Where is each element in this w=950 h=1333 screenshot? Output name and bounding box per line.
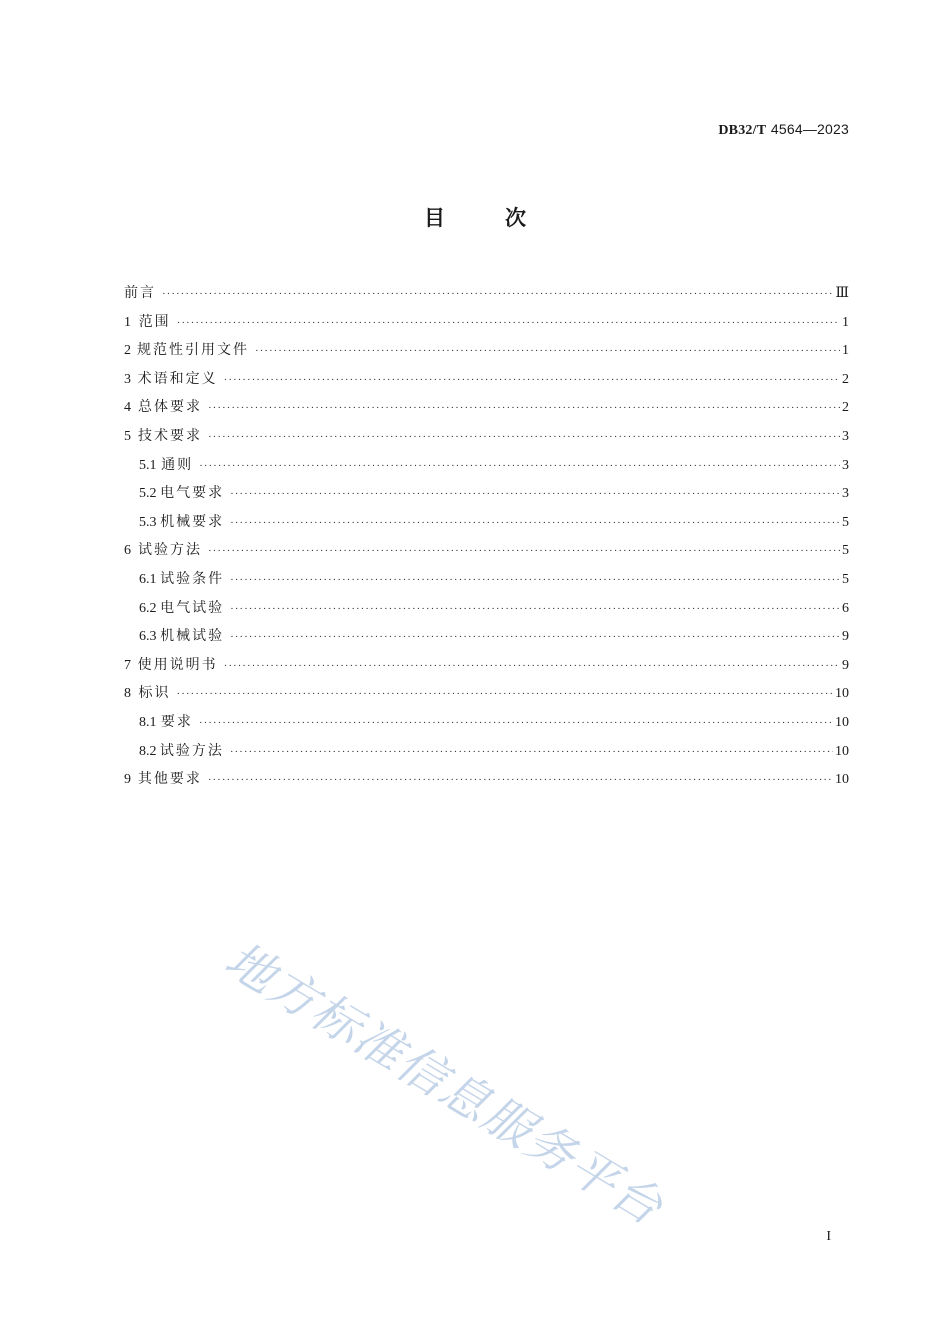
toc-dot-leader xyxy=(208,537,840,566)
toc-entry-number: 8.1 xyxy=(139,714,157,730)
toc-entry-page: 10 xyxy=(835,714,849,730)
toc-entry[interactable] xyxy=(124,451,849,480)
standard-code-number: 4564—2023 xyxy=(770,121,849,137)
toc-entry-page: Ⅲ xyxy=(835,286,849,301)
toc-entry-number: 7 xyxy=(124,657,131,673)
toc-entry-number: 8.2 xyxy=(139,743,157,759)
toc-entry[interactable] xyxy=(124,708,849,737)
toc-entry-page: 1 xyxy=(842,343,849,359)
toc-dot-leader xyxy=(230,595,840,624)
toc-entry-number: 8 xyxy=(124,686,131,702)
toc-entry[interactable] xyxy=(124,508,849,537)
toc-entry-number: 6.1 xyxy=(139,571,157,587)
toc-entry-label: 试验方法 xyxy=(159,742,224,759)
toc-dot-leader xyxy=(230,738,833,767)
toc-entry[interactable] xyxy=(124,651,849,680)
toc-entry-page: 6 xyxy=(842,600,849,616)
toc-entry[interactable] xyxy=(124,594,849,623)
toc-dot-leader xyxy=(224,366,840,395)
toc-entry-label: 机械试验 xyxy=(160,628,225,645)
toc-dot-leader xyxy=(230,623,840,652)
toc-entry[interactable] xyxy=(124,336,849,365)
toc-entry[interactable] xyxy=(124,422,849,451)
toc-entry[interactable] xyxy=(124,536,849,565)
toc-entry-page: 2 xyxy=(842,400,849,416)
toc-entry-label: 通则 xyxy=(161,456,194,473)
toc-entry[interactable] xyxy=(124,622,849,651)
toc-entry[interactable] xyxy=(124,565,849,594)
toc-dot-leader xyxy=(162,280,833,309)
toc-entry[interactable] xyxy=(124,308,849,337)
toc-entry-label: 标识 xyxy=(138,685,171,702)
toc-entry-page: 3 xyxy=(842,428,849,444)
toc-dot-leader xyxy=(230,566,840,595)
toc-entry-page: 10 xyxy=(835,686,849,702)
toc-entry-number: 5.2 xyxy=(139,486,157,502)
toc-entry-label: 总体要求 xyxy=(138,399,202,416)
toc-dot-leader xyxy=(230,480,840,509)
toc-entry-page: 5 xyxy=(842,514,849,530)
toc-entry-number: 6.2 xyxy=(139,600,157,616)
toc-dot-leader xyxy=(224,652,840,681)
toc-dot-leader xyxy=(208,423,840,452)
toc-entry-page: 2 xyxy=(842,371,849,387)
toc-dot-leader xyxy=(230,509,840,538)
toc-entry-number: 4 xyxy=(124,400,131,416)
toc-entry-label: 要求 xyxy=(160,713,193,730)
toc-entry-number: 6.3 xyxy=(139,629,157,645)
toc-dot-leader xyxy=(177,680,833,709)
toc-title: 目次 xyxy=(424,206,586,230)
toc-entry[interactable] xyxy=(124,279,849,308)
toc-entry-page: 5 xyxy=(842,543,849,559)
toc-dot-leader xyxy=(208,766,833,795)
toc-entry-number: 2 xyxy=(124,343,131,359)
toc-entry[interactable] xyxy=(124,679,849,708)
toc-entry-page: 10 xyxy=(835,743,849,759)
toc-entry-page: 3 xyxy=(842,486,849,502)
toc-entry-page: 9 xyxy=(842,629,849,645)
toc-entry-label: 其他要求 xyxy=(137,771,202,788)
watermark: 地方标准信息服务平台 xyxy=(215,931,673,1237)
page-number: I xyxy=(826,1229,831,1244)
toc-dot-leader xyxy=(255,337,840,366)
toc-entry-label: 电气要求 xyxy=(160,485,225,502)
toc-entry[interactable] xyxy=(124,737,849,766)
toc-entry-page: 3 xyxy=(842,457,849,473)
standard-code xyxy=(718,121,849,139)
toc-entry-page: 5 xyxy=(842,571,849,587)
toc-entry-number: 1 xyxy=(124,314,131,330)
standard-code-prefix: DB32/T xyxy=(718,123,767,138)
toc-entry-number: 5 xyxy=(124,428,131,444)
toc-entry[interactable] xyxy=(124,393,849,422)
toc-dot-leader xyxy=(208,394,840,423)
toc-entry-number: 3 xyxy=(124,371,131,387)
toc-entry-label: 试验条件 xyxy=(160,570,225,587)
toc-entry-label: 范围 xyxy=(138,313,171,330)
toc-entry-label: 电气试验 xyxy=(160,599,225,616)
toc-entry-label: 术语和定义 xyxy=(137,370,218,387)
toc-entry-page: 10 xyxy=(835,772,849,788)
toc-entry-label: 规范性引用文件 xyxy=(136,342,249,359)
toc-entry-label: 使用说明书 xyxy=(137,656,218,673)
toc-entry[interactable] xyxy=(124,765,849,794)
table-of-contents xyxy=(124,279,849,794)
toc-dot-leader xyxy=(177,309,840,338)
toc-entry-number: 5.3 xyxy=(139,514,157,530)
toc-dot-leader xyxy=(199,452,840,481)
toc-entry-number: 5.1 xyxy=(139,457,157,473)
toc-entry-label: 前言 xyxy=(124,285,156,301)
toc-entry[interactable] xyxy=(124,365,849,394)
toc-entry-label: 机械要求 xyxy=(160,513,225,530)
toc-entry-label: 技术要求 xyxy=(138,427,202,444)
toc-entry-label: 试验方法 xyxy=(138,542,202,559)
toc-entry[interactable] xyxy=(124,479,849,508)
toc-entry-number: 6 xyxy=(124,543,131,559)
toc-dot-leader xyxy=(199,709,833,738)
toc-entry-page: 9 xyxy=(842,657,849,673)
toc-entry-page: 1 xyxy=(842,314,849,330)
toc-entry-number: 9 xyxy=(124,772,131,788)
